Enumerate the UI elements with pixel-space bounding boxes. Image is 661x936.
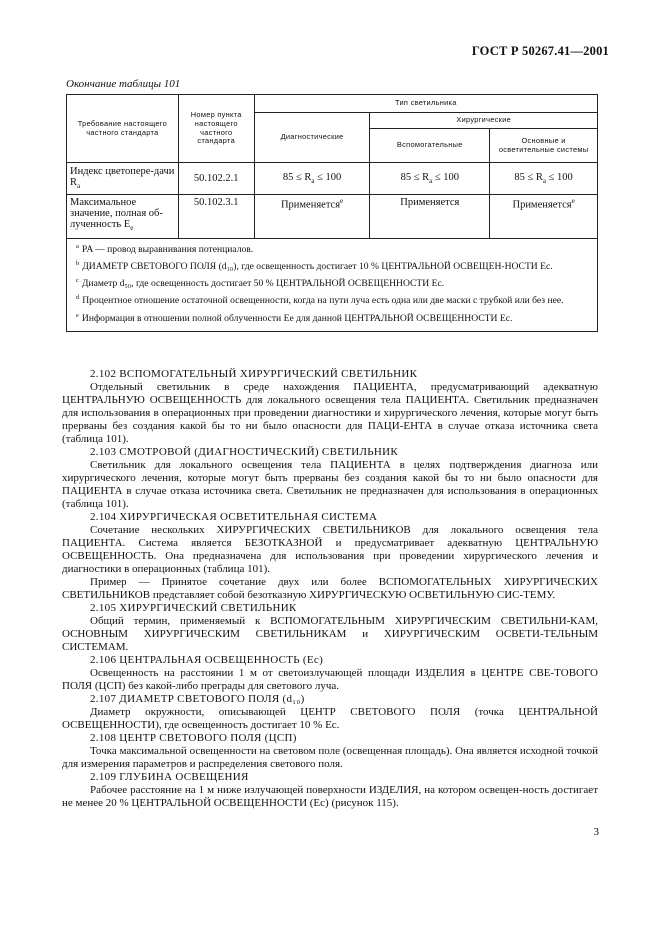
th-auxiliary: Вспомогательные (370, 129, 490, 163)
th-surgical: Хирургические (370, 113, 598, 129)
cell-requirement: Индекс цветопере-дачи $R_a$ (67, 163, 179, 195)
section-heading: 2.108 ЦЕНТР СВЕТОВОГО ПОЛЯ (ЦСП) (90, 732, 297, 744)
section-text: Светильник для локального освещения тела ПАЦИЕНТА в целях подтверждения диагноза или хирургического лечения, которые могут быть прерваны без создания какой бы то ни было опасности для ПАЦИЕНТА в случае отказа источника света. Светильник не предназначен для использования в операционных (таблица 101). (62, 459, 598, 510)
requirements-table (66, 94, 598, 332)
table-note: $^d$ Процентное отношение остаточной освещенности, когда на пути луча есть одна или две маски с трубкой или без нее. (76, 294, 564, 307)
section-heading: 2.107 ДИАМЕТР СВЕТОВОГО ПОЛЯ (d₁₀) (90, 693, 305, 705)
section-example: Пример — Принятое сочетание двух или более ВСПОМОГАТЕЛЬНЫХ ХИРУРГИЧЕСКИХ СВЕТИЛЬНИКОВ представляет собой безотказную ХИРУРГИЧЕСКУЮ ОСВЕТИЛЬНУЮ СИС-ТЕМУ. (62, 576, 598, 601)
section-text: Общий термин, применяемый к ВСПОМОГАТЕЛЬНЫМ ХИРУРГИЧЕСКИМ СВЕТИЛЬНИ-КАМ, ОСНОВНЫМ ХИРУРГИЧЕСКИМ СВЕТИЛЬНИКАМ и ХИРУРГИЧЕСКИМ ОСВЕТИ-ТЕЛЬНЫМ СИСТЕМАМ. (62, 615, 598, 653)
table-row (67, 163, 598, 195)
body-text (62, 368, 598, 810)
section-text: Отдельный светильник в среде нахождения ПАЦИЕНТА, предусматривающий адекватную ЦЕНТРАЛЬНУЮ ОСВЕЩЕННОСТЬ для локального освещения тела ПАЦИЕНТА. Светильник предназначен для использования в операционных при проведении диагностики и хирургического лечения, которые могут быть прерваны без создания какой бы то ни было опасности для ПАЦИ-ЕНТА в случае отказа источника света (таблица 101). (62, 381, 598, 445)
section-text: Освещенность на расстоянии 1 м от светоизлучающей площади ИЗДЕЛИЯ в ЦЕНТРЕ СВЕ-ТОВОГО ПОЛЯ (ЦСП) без какой-либо преграды для светового луча. (62, 667, 598, 692)
section-heading: 2.109 ГЛУБИНА ОСВЕЩЕНИЯ (90, 771, 249, 783)
table-note: $^e$ Информация в отношении полной облученности Eе для данной ЦЕНТРАЛЬНОЙ ОСВЕЩЕННОСТИ Eс. (76, 311, 513, 324)
cell-diagnostic: Применяется$^e$ (254, 195, 370, 239)
section-heading: 2.106 ЦЕНТРАЛЬНАЯ ОСВЕЩЕННОСТЬ (Eс) (90, 654, 324, 666)
cell-auxiliary: Применяется (370, 195, 490, 239)
th-requirement: Требование настоящего частного стандарта (67, 95, 179, 163)
section-heading: 2.104 ХИРУРГИЧЕСКАЯ ОСВЕТИТЕЛЬНАЯ СИСТЕМА (90, 511, 378, 523)
table-caption: Окончание таблицы 101 (66, 78, 181, 90)
section-heading: 2.102 ВСПОМОГАТЕЛЬНЫЙ ХИРУРГИЧЕСКИЙ СВЕТИЛЬНИК (90, 368, 418, 380)
th-clause: Номер пункта настоящего частного стандарта (178, 95, 254, 163)
cell-requirement: Максимальное значение, полная об-лученность $E_e$ (67, 195, 179, 239)
section-text: Диаметр окружности, описывающей ЦЕНТР СВЕТОВОГО ПОЛЯ (точка ЦЕНТРАЛЬНОЙ ОСВЕЩЕННОСТИ), где освещенность достигает 10 % Eс. (62, 706, 598, 731)
table-note: $^a$ PA — провод выравнивания потенциалов. (76, 243, 254, 256)
cell-main: Применяется$^e$ (490, 195, 598, 239)
th-diagnostic: Диагностические (254, 113, 370, 163)
table-notes (67, 239, 598, 332)
cell-main: $85 \le R_a \le 100$ (490, 163, 598, 195)
cell-auxiliary: $85 \le R_a \le 100$ (370, 163, 490, 195)
table-row (67, 195, 598, 239)
page-number: 3 (593, 826, 599, 838)
section-text: Рабочее расстояние на 1 м ниже излучающей поверхности ИЗДЕЛИЯ, на котором освещен-ность достигает не менее 20 % ЦЕНТРАЛЬНОЙ ОСВЕЩЕННОСТИ (Eс) (рисунок 115). (62, 784, 598, 809)
th-main-systems: Основные и осветительные системы (490, 129, 598, 163)
table-note: $^b$ ДИАМЕТР СВЕТОВОГО ПОЛЯ (d₁₀), где освещенность достигает 10 % ЦЕНТРАЛЬНОЙ ОСВЕЩЕН-НОСТИ Eс. (76, 260, 553, 273)
section-heading: 2.103 СМОТРОВОЙ (ДИАГНОСТИЧЕСКИЙ) СВЕТИЛЬНИК (90, 446, 398, 458)
section-text: Сочетание нескольких ХИРУРГИЧЕСКИХ СВЕТИЛЬНИКОВ для локального освещения тела ПАЦИЕНТА. Система является БЕЗОТКАЗНОЙ и предусматривает адекватную ЦЕНТРАЛЬНУЮ ОСВЕЩЕННОСТЬ. Она предназначена для использования при проведении хирургического лечения и диагностики в операционных (таблица 101). (62, 524, 598, 575)
cell-clause: 50.102.3.1 (178, 195, 254, 239)
document-header: ГОСТ Р 50267.41—2001 (471, 44, 609, 58)
cell-clause: 50.102.2.1 (178, 163, 254, 195)
cell-diagnostic: $85 \le R_a \le 100$ (254, 163, 370, 195)
table-note: $^c$ Диаметр d₅₀, где освещенность достигает 50 % ЦЕНТРАЛЬНОЙ ОСВЕЩЕННОСТИ Eс. (76, 277, 445, 290)
section-text: Точка максимальной освещенности на световом поле (освещенная площадь). Она является исходной точкой для измерения параметров и распределения светового поля. (62, 745, 598, 770)
section-heading: 2.105 ХИРУРГИЧЕСКИЙ СВЕТИЛЬНИК (90, 602, 297, 614)
th-lamp-type: Тип светильника (254, 95, 597, 113)
